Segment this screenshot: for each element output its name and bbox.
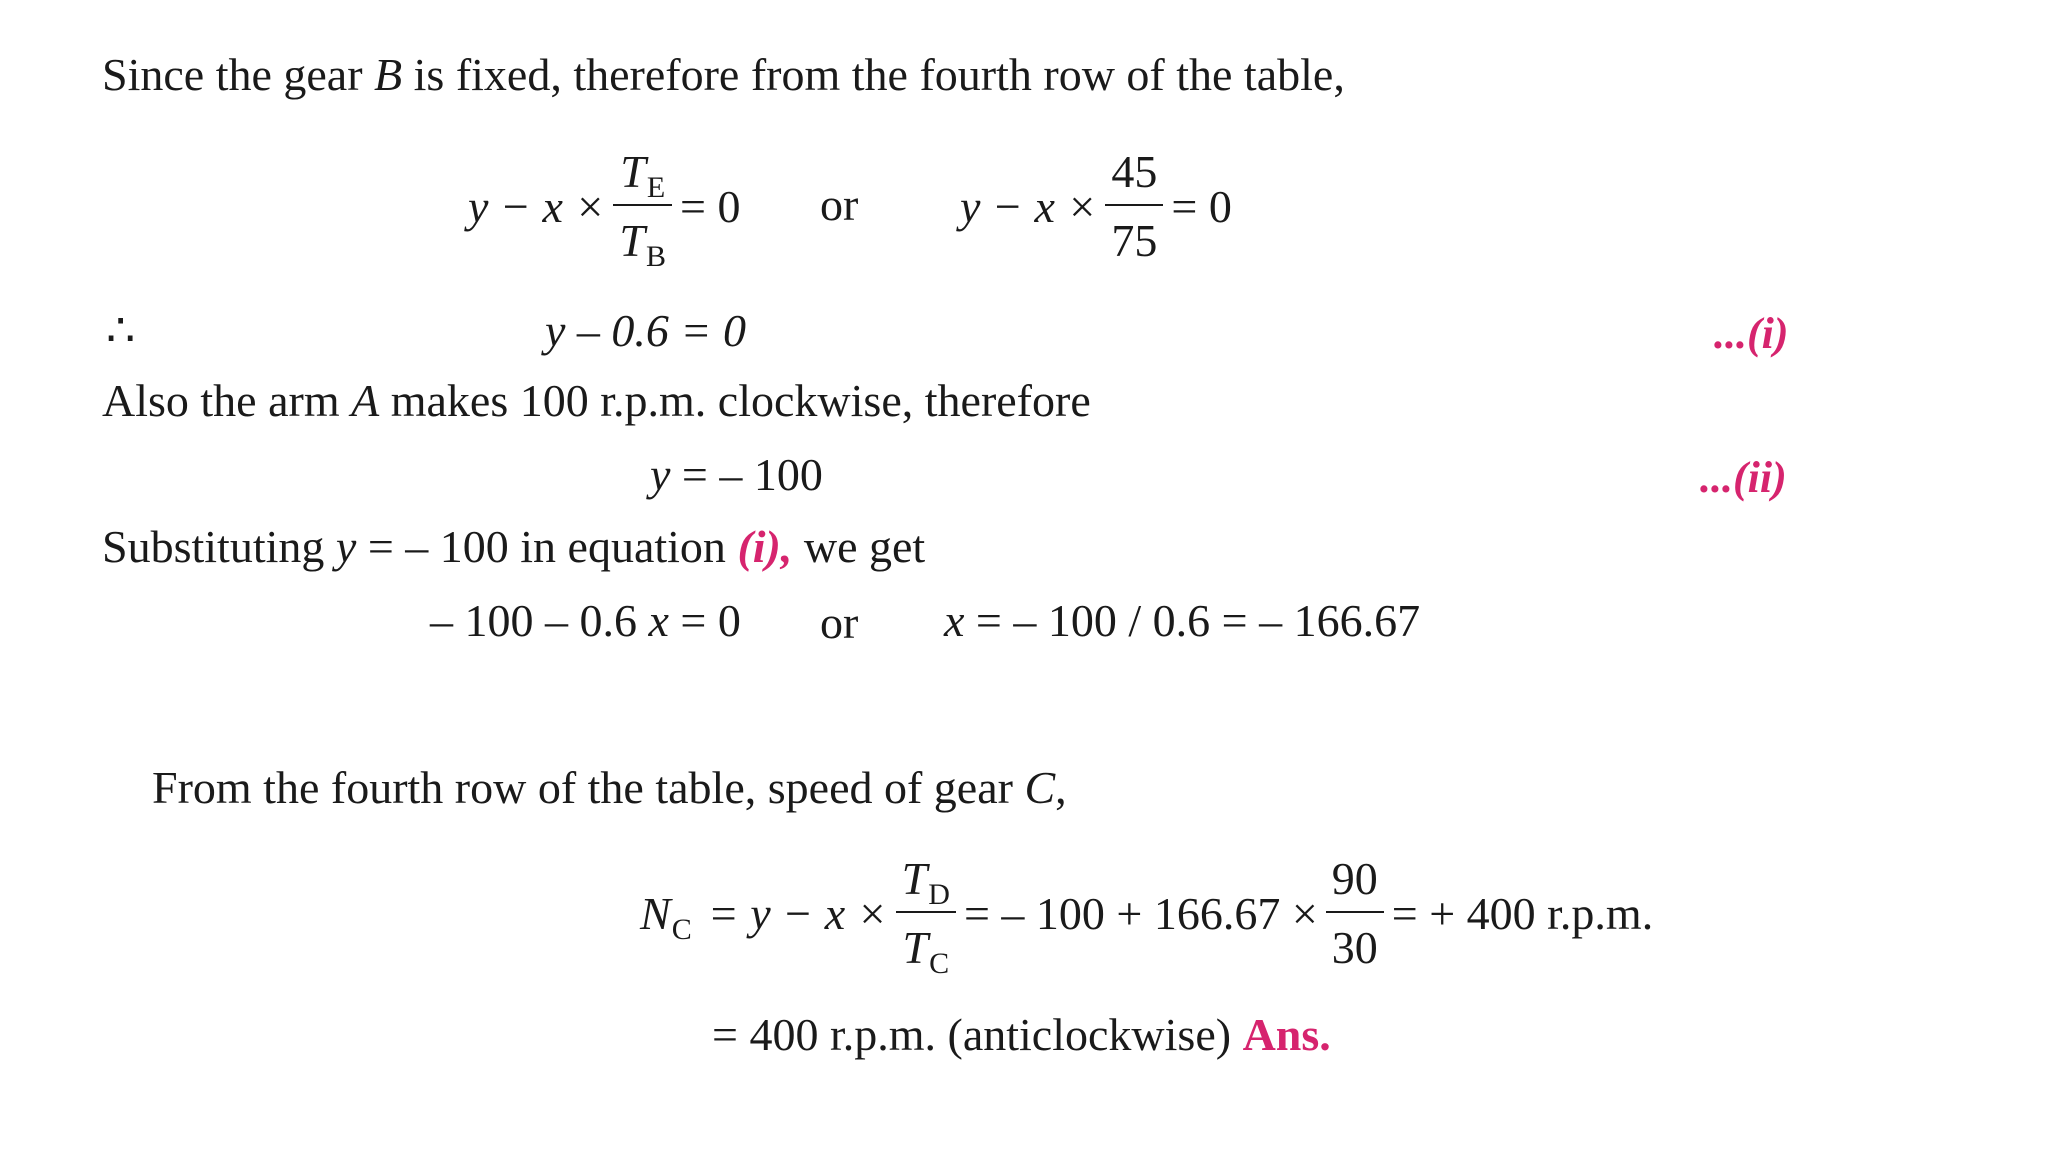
eq5-frac2-numerator: 90 bbox=[1326, 852, 1384, 913]
eq5-fraction bbox=[896, 852, 956, 980]
therefore-symbol: ∴ bbox=[106, 305, 136, 356]
eq3-tag: ...(ii) bbox=[1700, 453, 1787, 502]
equation-reference: (i), bbox=[737, 521, 793, 572]
answer-line bbox=[712, 1009, 1331, 1060]
eq3-expression: y = – 100 bbox=[650, 449, 823, 500]
eq5-fraction-2 bbox=[1326, 852, 1384, 974]
equation-5 bbox=[640, 852, 1654, 980]
eq1b-fraction bbox=[1105, 145, 1163, 267]
eq5-mid: = y − x × bbox=[707, 887, 888, 939]
eq5-frac-numerator: $T_D$ bbox=[896, 852, 956, 913]
eq2-tag: ...(i) bbox=[1714, 309, 1789, 358]
substitution-sentence: Substituting y = – 100 in equation (i), we get bbox=[102, 521, 926, 572]
eq5-rhs: = + 400 r.p.m. bbox=[1391, 887, 1654, 939]
intro-sentence bbox=[102, 49, 1345, 100]
eq1b-lhs: y − x × bbox=[960, 180, 1098, 232]
equation-1 bbox=[468, 145, 741, 273]
eq1b-frac-denominator: 75 bbox=[1111, 215, 1158, 266]
equation-1b bbox=[960, 145, 1232, 267]
arm-sentence: Also the arm A makes 100 r.p.m. clockwise, therefore bbox=[102, 375, 1091, 426]
eq1-fraction bbox=[613, 145, 672, 273]
eq5-frac-denominator: $T_C$ bbox=[902, 922, 950, 980]
eq1-lhs: y − x × bbox=[468, 180, 606, 232]
answer-label: Ans. bbox=[1242, 1009, 1331, 1060]
eq4-or: or bbox=[820, 597, 859, 648]
eq4-expression-b: x = – 100 / 0.6 = – 166.67 bbox=[944, 595, 1421, 646]
eq5-part-b: = – 100 + 166.67 × bbox=[963, 887, 1318, 939]
eq1-frac-denominator: $T_B$ bbox=[619, 215, 667, 273]
eq4-expression-a: – 100 – 0.6 x = 0 bbox=[430, 595, 741, 646]
eq1b-rhs: = 0 bbox=[1171, 180, 1232, 232]
eq1-or: or bbox=[820, 179, 859, 230]
answer-text: = 400 r.p.m. (anticlockwise) bbox=[712, 1009, 1243, 1060]
eq1-rhs: = 0 bbox=[680, 180, 741, 232]
eq5-lhs: $N_C$ bbox=[640, 887, 692, 946]
eq2-expression: y – 0.6 = 0 bbox=[545, 305, 746, 356]
gear-c-sentence: From the fourth row of the table, speed of gear C, bbox=[152, 762, 1067, 813]
eq1b-frac-numerator: 45 bbox=[1105, 145, 1163, 206]
intro-text-b: is fixed, therefore from the fourth row of the table, bbox=[402, 49, 1345, 100]
eq5-frac2-denominator: 30 bbox=[1331, 922, 1378, 973]
eq1-frac-numerator: $T_E$ bbox=[613, 145, 672, 206]
intro-text-a: Since the gear bbox=[102, 49, 375, 100]
intro-var-b: B bbox=[374, 49, 403, 100]
